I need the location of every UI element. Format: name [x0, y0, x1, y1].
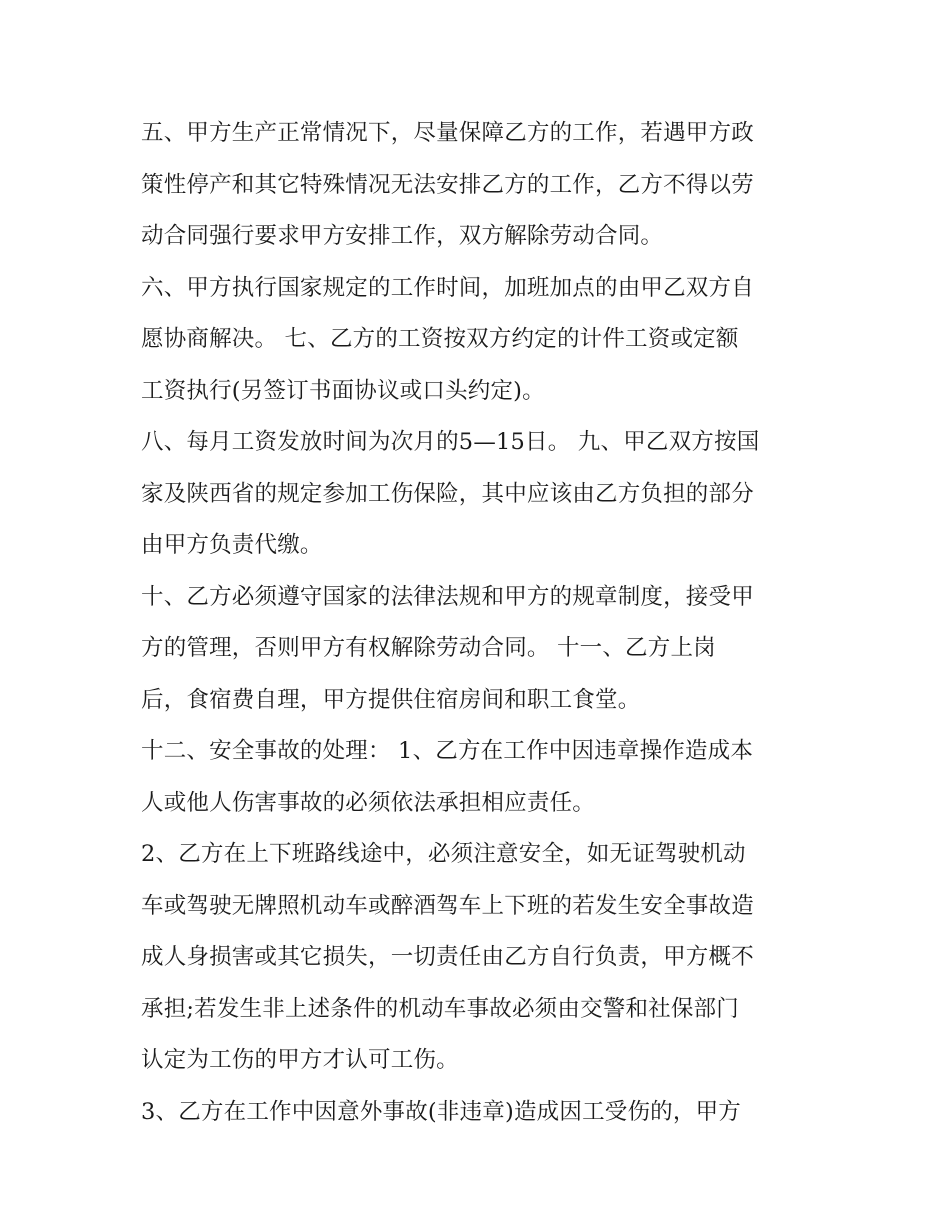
- paragraph-clause-12-item-1: [141, 726, 821, 829]
- text-line: 策性停产和其它特殊情况无法安排乙方的工作，乙方不得以劳: [141, 171, 754, 198]
- text-line: 3、乙方在工作中因意外事故(非违章)造成因工受伤的，甲方: [141, 1098, 741, 1125]
- text-line: 十、乙方必须遵守国家的法律法规和甲方的规章制度，接受甲: [141, 583, 754, 610]
- text-line: 六、甲方执行国家规定的工作时间，加班加点的由甲乙双方自: [141, 274, 754, 301]
- text-line: 五、甲方生产正常情况下，尽量保障乙方的工作，若遇甲方政: [141, 120, 754, 146]
- text-line: 由甲方负责代缴。: [141, 532, 323, 558]
- paragraph-clause-12-item-2: [141, 829, 821, 1087]
- text-line: 愿协商解决。 七、乙方的工资按双方约定的计件工资或定额: [141, 326, 739, 352]
- text-line: 人或他人伤害事故的必须依法承担相应责任。: [141, 789, 596, 816]
- text-line: 动合同强行要求甲方安排工作，双方解除劳动合同。: [141, 223, 664, 249]
- paragraph-clause-10-11: [141, 572, 821, 727]
- text-line: 认定为工伤的甲方才认可工伤。: [141, 1047, 459, 1073]
- text-line: 十二、安全事故的处理： 1、乙方在工作中因违章操作造成本: [141, 738, 754, 764]
- text-line: 方的管理，否则甲方有权解除劳动合同。 十一、乙方上岗: [141, 635, 716, 661]
- text-line: 2、乙方在上下班路线途中，必须注意安全，如无证驾驶机动: [141, 841, 746, 867]
- text-line: 家及陕西省的规定参加工伤保险，其中应该由乙方负担的部分: [141, 480, 754, 507]
- text-line: 八、每月工资发放时间为次月的5—15日。 九、甲乙双方按国: [141, 429, 760, 455]
- paragraph-clause-6-7: [141, 263, 821, 418]
- contract-body: [141, 108, 821, 1138]
- text-line: 成人身损害或其它损失，一切责任由乙方自行负责，甲方概不: [141, 944, 754, 970]
- text-line: 后，食宿费自理，甲方提供住宿房间和职工食堂。: [141, 686, 641, 713]
- paragraph-clause-5: [141, 108, 821, 263]
- text-line: 车或驾驶无牌照机动车或醉酒驾车上下班的若发生安全事故造: [141, 892, 754, 919]
- paragraph-clause-12-item-3: [141, 1087, 821, 1139]
- text-line: 工资执行(另签订书面协议或口头约定)。: [141, 377, 545, 404]
- text-line: 承担;若发生非上述条件的机动车事故必须由交警和社保部门: [141, 995, 739, 1022]
- paragraph-clause-8-9: [141, 417, 821, 572]
